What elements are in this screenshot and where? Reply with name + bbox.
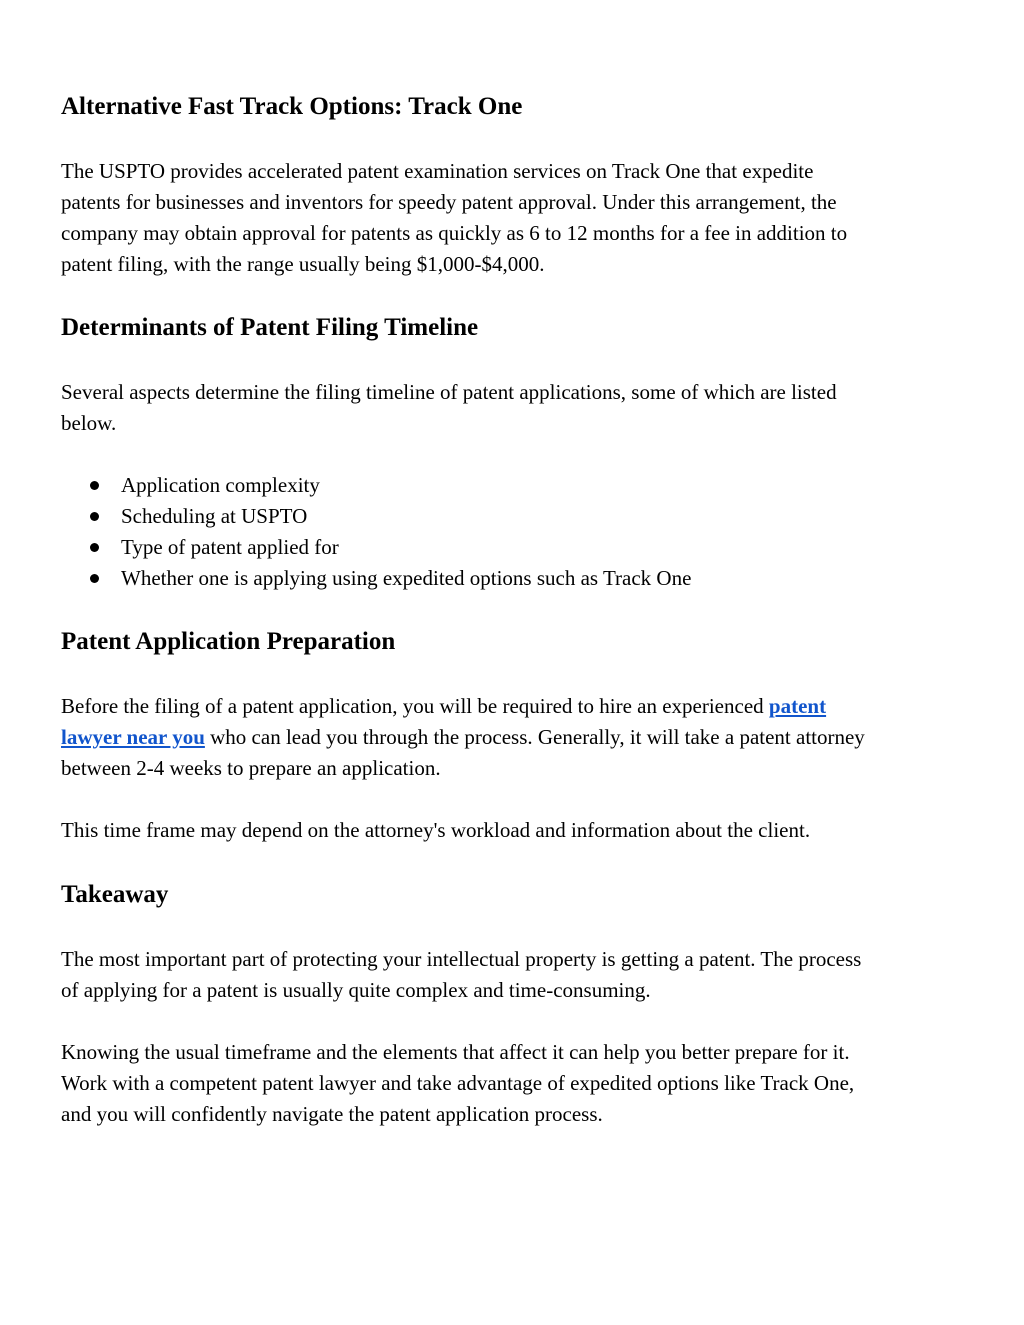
patent-lawyer-link-continued[interactable]: lawyer near you [61, 725, 205, 749]
text-line: The most important part of protecting your intellectual property is getting a patent. The process [61, 947, 862, 971]
text-line: and you will confidently navigate the patent application process. [61, 1102, 603, 1126]
heading-preparation: Patent Application Preparation [61, 628, 396, 655]
text-line: Work with a competent patent lawyer and take advantage of expedited options like Track One, [61, 1071, 855, 1095]
paragraph-takeaway-2 [61, 1037, 961, 1130]
text-line: The USPTO provides accelerated patent examination services on Track One that expedite [61, 159, 814, 183]
text-line [61, 691, 961, 722]
text-segment: Before the filing of a patent application, you will be required to hire an experienced [61, 694, 769, 718]
text-line [61, 722, 961, 753]
text-line: patent filing, with the range usually being $1,000-$4,000. [61, 252, 545, 276]
paragraph-track-one [61, 156, 961, 280]
paragraph-time-frame [61, 815, 961, 846]
paragraph-preparation [61, 691, 961, 784]
paragraph-determinants [61, 377, 961, 439]
list-item-text: Whether one is applying using expedited options such as Track One [121, 566, 692, 590]
text-line: Several aspects determine the filing timeline of patent applications, some of which are listed [61, 380, 837, 404]
heading-takeaway: Takeaway [61, 881, 169, 908]
list-item-text: Type of patent applied for [121, 535, 339, 559]
text-line: company may obtain approval for patents as quickly as 6 to 12 months for a fee in addition to [61, 221, 848, 245]
text-line: below. [61, 411, 117, 435]
heading-track-one: Alternative Fast Track Options: Track One [61, 93, 523, 120]
bullet-icon [90, 574, 99, 583]
bullet-icon [90, 512, 99, 521]
bullet-icon [90, 543, 99, 552]
bullet-icon [90, 481, 99, 490]
text-line: Knowing the usual timeframe and the elements that affect it can help you better prepare for it. [61, 1040, 850, 1064]
text-line: patents for businesses and inventors for speedy patent approval. Under this arrangement, the [61, 190, 837, 214]
text-segment: who can lead you through the process. Generally, it will take a patent attorney [204, 725, 865, 749]
patent-lawyer-link[interactable]: patent [768, 694, 827, 718]
text-line: of applying for a patent is usually quite complex and time-consuming. [61, 978, 651, 1002]
text-line: This time frame may depend on the attorney's workload and information about the client. [61, 818, 811, 842]
list-item-text: Scheduling at USPTO [121, 504, 308, 528]
heading-determinants: Determinants of Patent Filing Timeline [61, 314, 479, 341]
list-item-text: Application complexity [121, 473, 320, 497]
text-line: between 2-4 weeks to prepare an application. [61, 756, 441, 780]
paragraph-takeaway-1 [61, 944, 961, 1006]
